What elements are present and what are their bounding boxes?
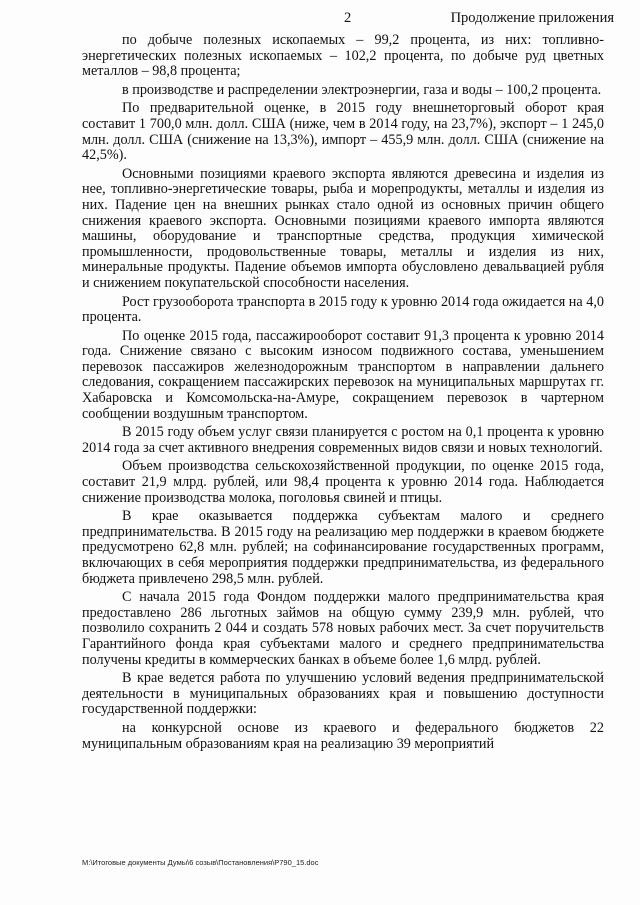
paragraph: По предварительной оценке, в 2015 году внешнеторговый оборот края составит 1 700,0 млн. долл. США (ниже, чем в 2014 году, на 23,7%), экспорт – 1 245,0 млн. долл. США (снижение на 13,3%), импорт – 455,9 млн. долл. США (снижение на 42,5%). [82,100,604,164]
paragraph: Основными позициями краевого экспорта являются древесина и изделия из нее, топливно-энергетические товары, рыба и морепродукты, металлы и изделия из них. Падение цен на внешних рынках стало одной из основных причин общего снижения краевого экспорта. Основными позициями краевого импорта являются машины, оборудование и транспортные средства, продукция химической промышленности, продовольственные товары, металлы и изделия из них, минеральные продукты. Падение объемов импорта обусловлено девальвацией рубля и снижением покупательской способности населения. [82,165,604,291]
paragraph: по добыче полезных ископаемых – 99,2 процента, из них: топливно-энергетических полезных ископаемых – 102,2 процента, по добыче руд цветных металлов – 98,8 процента; [82,32,604,80]
page-header [0,10,640,30]
paragraph: В крае ведется работа по улучшению условий ведения предпринимательской деятельности в муниципальных образованиях края и повышению доступности государственной поддержки: [82,670,604,718]
file-path-footer: M:\Итоговые документы Думы\6 созыв\Постановления\P790_15.doc [82,858,319,867]
paragraph: В крае оказывается поддержка субъектам малого и среднего предпринимательства. В 2015 году на реализацию мер поддержки в краевом бюджете предусмотрено 62,8 млн. рублей; на софинансирование государственных программ, включающих в себя мероприятия поддержки предпринимательства, из федерального бюджета привлечено 298,5 млн. рублей. [82,508,604,587]
paragraph: Объем производства сельскохозяйственной продукции, по оценке 2015 года, составит 21,9 млрд. рублей, или 98,4 процента к уровню 2014 года. Наблюдается снижение производства молока, поголовья свиней и птицы. [82,458,604,506]
paragraph: С начала 2015 года Фондом поддержки малого предпринимательства края предоставлено 286 льготных займов на общую сумму 239,9 млн. рублей, что позволило сохранить 2 044 и создать 578 новых рабочих мест. За счет поручительств Гарантийного фонда края субъектами малого и среднего предпринимательства получены кредиты в коммерческих банках в объеме более 1,6 млрд. рублей. [82,589,604,668]
paragraph: в производстве и распределении электроэнергии, газа и воды – 100,2 процента. [122,81,602,98]
paragraph: Рост грузооборота транспорта в 2015 году к уровню 2014 года ожидается на 4,0 процента. [82,293,604,326]
paragraph: В 2015 году объем услуг связи планируется с ростом на 0,1 процента к уровню 2014 года за счет активного внедрения современных видов связи и новых технологий. [82,424,604,456]
paragraph: По оценке 2015 года, пассажирооборот составит 91,3 процента к уровню 2014 года. Снижение связано с высоким износом подвижного состава, уменьшением перевозок пассажиров железнодорожным транспортом в направлении дальнего следования, сокращением пассажирских перевозок на муниципальных маршрутах гг. Хабаровска и Комсомольска-на-Амуре, сокращением перевозок в чартерном сообщении воздушным транспортом. [82,327,604,422]
header-title: Продолжение приложения [450,10,614,26]
paragraph: на конкурсной основе из краевого и федерального бюджетов 22 муниципальным образованиям края на реализацию 39 мероприятий [82,719,604,752]
body-text [82,33,604,755]
page-number: 2 [344,10,352,26]
